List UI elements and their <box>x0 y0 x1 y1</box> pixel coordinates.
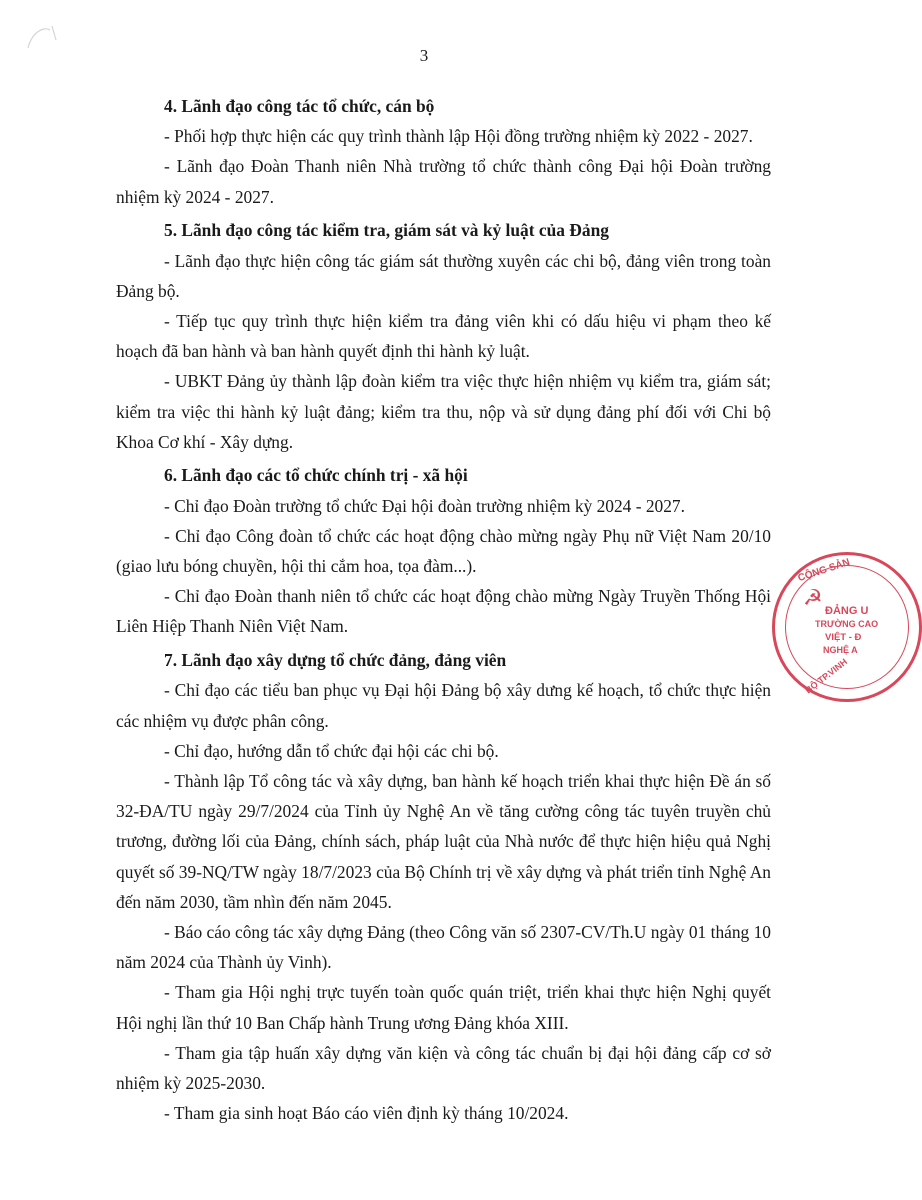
paragraph: - UBKT Đảng ủy thành lập đoàn kiểm tra việc thực hiện nhiệm vụ kiểm tra, giám sát; kiểm tra việc thi hành kỷ luật đảng; kiểm tra thu, nộp và sử dụng đảng phí đối với Chi bộ Khoa Cơ khí - Xây dựng. <box>116 371 771 452</box>
paragraph: - Tham gia sinh hoạt Báo cáo viên định kỳ tháng 10/2024. <box>164 1103 569 1124</box>
seal-top-text: CỘNG SẢN <box>796 556 852 585</box>
document-body <box>116 91 771 1128</box>
section-heading: 5. Lãnh đạo công tác kiểm tra, giám sát và kỷ luật của Đảng <box>164 220 609 241</box>
seal-bottom-text: BỘ TP.VINH <box>803 656 850 696</box>
paragraph: - Chỉ đạo Công đoàn tổ chức các hoạt động chào mừng ngày Phụ nữ Việt Nam 20/10 (giao lưu bóng chuyền, hội thi cắm hoa, tọa đàm...). <box>116 525 771 577</box>
page-number: 3 <box>419 46 429 65</box>
paragraph: - Chỉ đạo, hướng dẫn tổ chức đại hội các chi bộ. <box>164 740 499 761</box>
section-7 <box>116 645 771 1128</box>
section-heading: 6. Lãnh đạo các tổ chức chính trị - xã hội <box>164 465 468 486</box>
section-heading: 7. Lãnh đạo xây dựng tổ chức đảng, đảng viên <box>164 650 507 671</box>
paragraph: - Chỉ đạo Đoàn thanh niên tổ chức các hoạt động chào mừng Ngày Truyền Thống Hội Liên Hiệp Thanh Niên Việt Nam. <box>116 586 771 637</box>
paragraph: - Thành lập Tổ công tác và xây dựng, ban hành kế hoạch triển khai thực hiện Đề án số 32-ĐA/TU ngày 29/7/2024 của Tỉnh ủy Nghệ An về tăng cường công tác tuyên truyền chủ trương, đường lối của Đảng, chính sách, pháp luật của Nhà nước để thực hiện hiệu quả Nghị quyết số 39-NQ/TW ngày 18/7/2023 của Bộ Chính trị về xây dựng và phát triển tỉnh Nghệ An đến năm 2030, tầm nhìn đến năm 2045. <box>116 770 771 912</box>
paragraph: - Phối hợp thực hiện các quy trình thành lập Hội đồng trường nhiệm kỳ 2022 - 2027. <box>164 126 753 147</box>
paragraph: - Báo cáo công tác xây dựng Đảng (theo Công văn số 2307-CV/Th.U ngày 01 tháng 10 năm 2024 của Thành ủy Vinh). <box>116 921 771 973</box>
seal-text-line: NGHỆ A <box>823 645 858 655</box>
paragraph: - Tham gia Hội nghị trực tuyến toàn quốc quán triệt, triển khai thực hiện Nghị quyết Hội nghị lần thứ 10 Ban Chấp hành Trung ương Đảng khóa XIII. <box>116 982 771 1033</box>
section-6 <box>116 460 771 641</box>
section-4 <box>116 91 771 212</box>
paragraph: - Tiếp tục quy trình thực hiện kiểm tra đảng viên khi có dấu hiệu vi phạm theo kế hoạch đã ban hành và ban hành quyết định thi hành kỷ luật. <box>116 310 771 362</box>
official-seal-stamp <box>772 552 922 702</box>
seal-text-line: ĐẢNG U <box>825 605 869 617</box>
paragraph: - Lãnh đạo Đoàn Thanh niên Nhà trường tổ chức thành công Đại hội Đoàn trường nhiệm kỳ 2024 - 2027. <box>116 156 771 207</box>
paragraph: - Tham gia tập huấn xây dựng văn kiện và công tác chuẩn bị đại hội đảng cấp cơ sở nhiệm kỳ 2025-2030. <box>116 1042 771 1093</box>
seal-text-line: VIỆT - Đ <box>825 632 862 643</box>
paragraph: - Chỉ đạo các tiểu ban phục vụ Đại hội Đảng bộ xây dưng kế hoạch, tổ chức thực hiện các nhiệm vụ được phân công. <box>116 680 771 731</box>
section-heading: 4. Lãnh đạo công tác tổ chức, cán bộ <box>164 96 435 116</box>
seal-text-line: TRƯỜNG CAO <box>815 619 879 629</box>
paragraph: - Chỉ đạo Đoàn trường tổ chức Đại hội đoàn trường nhiệm kỳ 2024 - 2027. <box>164 495 685 516</box>
hammer-sickle-icon: ☭ <box>803 585 823 610</box>
section-5 <box>116 215 771 457</box>
paragraph: - Lãnh đạo thực hiện công tác giám sát thường xuyên các chi bộ, đảng viên trong toàn Đảng bộ. <box>116 250 771 301</box>
